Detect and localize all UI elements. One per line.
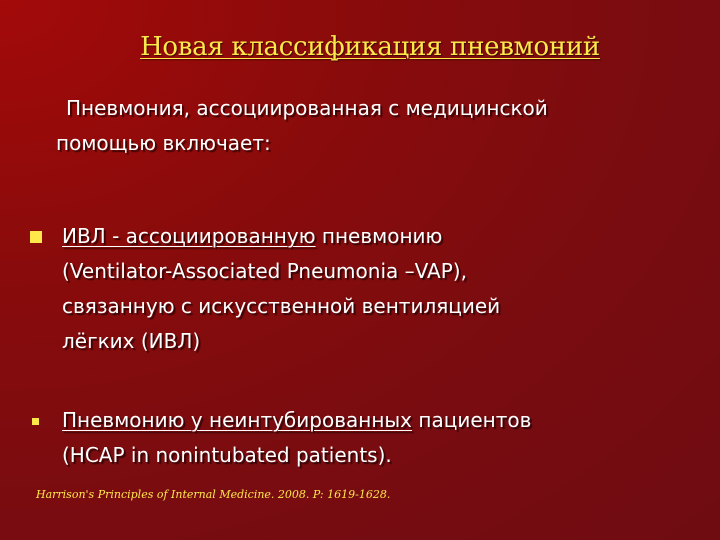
bullet-vap-rest: пневмонию [315, 224, 443, 248]
bullet-hcap-line-2: (HCAP in nonintubated patients). [62, 443, 392, 467]
square-bullet-icon [30, 231, 42, 243]
bullet-vap-underlined-term: ИВЛ - ассоциированную [62, 224, 316, 248]
bullet-vap-line-2: (Ventilator-Associated Pneumonia –VAP), [62, 259, 467, 283]
intro-paragraph [56, 91, 686, 161]
bullet-hcap-line-1 [62, 403, 687, 438]
bullet-hcap-underlined-term: Пневмонию у неинтубированных [62, 408, 413, 432]
bullet-vap-line-3: связанную с искусственной вентиляцией [62, 294, 501, 318]
small-square-bullet-icon [32, 418, 39, 425]
intro-line-2: помощью включает: [56, 131, 271, 155]
slide-title: Новая классификация пневмоний [140, 32, 600, 62]
bullet-text-vap [62, 219, 687, 359]
reference-citation: Harrison's Principles of Internal Medicine. 2008. P: 1619-1628. [36, 488, 391, 501]
bullet-hcap-rest: пациентов [412, 408, 532, 432]
bullet-vap-line-1 [62, 219, 687, 254]
bullet-vap-line-4: лёгких (ИВЛ) [62, 329, 201, 353]
intro-line-1: Пневмония, ассоциированная с медицинской [66, 96, 548, 120]
bullet-text-hcap [62, 403, 687, 473]
